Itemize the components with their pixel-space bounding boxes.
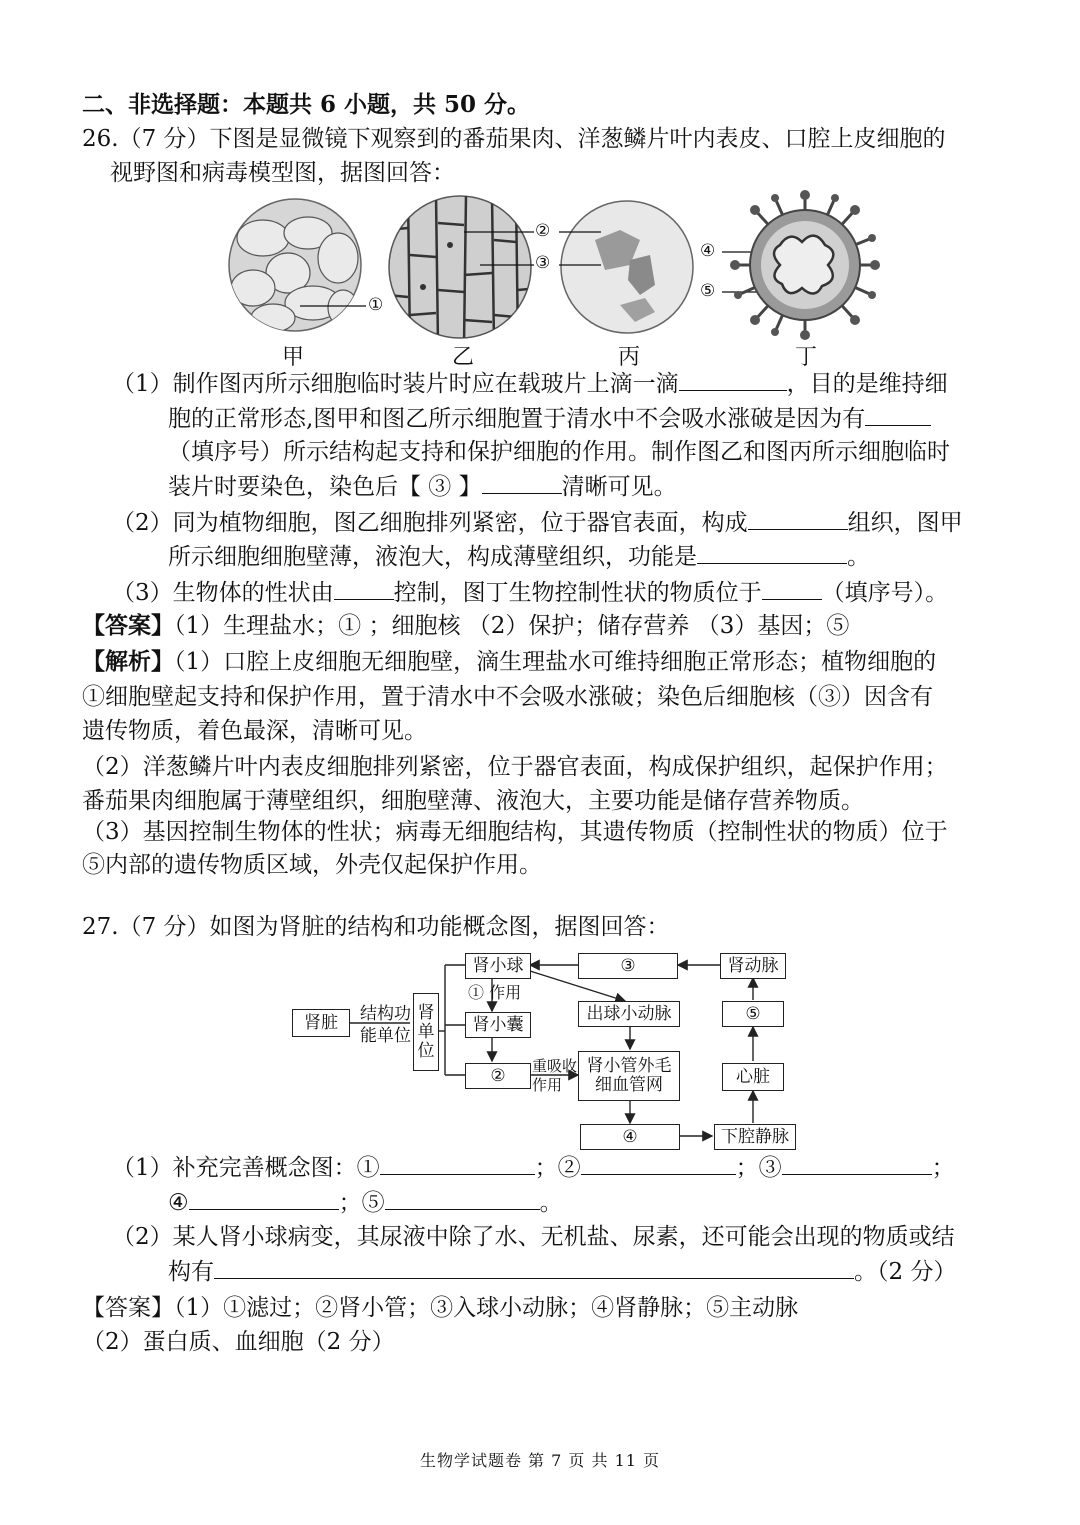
q26-explanation-line1 [82,647,936,677]
caption-yi: 乙 [452,345,475,370]
q26-p2-text-b: 组织，图甲 [847,510,963,536]
blank-1[interactable] [380,1152,535,1175]
page-footer: 生物学试题卷 第 7 页 共 11 页 [419,1451,661,1470]
box-peritubular-capillary [578,1051,680,1101]
box-glomerulus: 肾小球 [465,953,531,979]
q27-part1-line1 [112,1152,955,1183]
q26-part1-line3: （填序号）所示结构起支持和保护细胞的作用。制作图乙和图丙所示细胞临时 [168,439,950,465]
q27-p1-text-g: 。 [539,1190,563,1216]
nephron-char-1: 肾 [417,1002,435,1023]
label-reabsorb-1: 重吸收 [532,1057,578,1075]
q26-explanation-line5: 番茄果肉细胞属于薄壁组织，细胞壁薄、液泡大，主要功能是储存营养物质。 [82,788,864,814]
q27-p1-text-d: ； [931,1155,955,1181]
label-struct-unit-2: 能单位 [360,1026,411,1046]
q26-explanation-line2: ①细胞壁起支持和保护作用，置于清水中不会吸水涨破；染色后细胞核（③）因含有 [82,684,933,710]
q26-p3-text-b: 控制，图丁生物控制性状的物质位于 [393,580,762,606]
q26-p1-text-b: ，目的是维持细 [786,371,948,397]
q26-p1-text-e: 装片时要染色，染色后【 ③ 】 [168,474,482,500]
marker-3: ③ [535,253,551,273]
blank-gene[interactable] [334,577,394,600]
blank-2[interactable] [581,1152,736,1175]
q26-part1-line2 [168,403,931,434]
q27-p1-text-c: ；③ [735,1155,782,1181]
q26-p1-text-f: 清晰可见。 [561,474,677,500]
nephron-char-3: 位 [417,1040,435,1061]
q26-explanation-line4: （2）洋葱鳞片叶内表皮细胞排列紧密，位于器官表面，构成保护组织，起保护作用； [82,754,948,780]
caption-bing: 丙 [618,345,641,370]
blank-3[interactable] [782,1152,932,1175]
q27-stem: 27.（7 分）如图为肾脏的结构和功能概念图，据图回答： [82,914,670,940]
box-m4: ④ [580,1124,680,1150]
q26-explanation-line6: （3）基因控制生物体的性状；病毒无细胞结构，其遗传物质（控制性状的物质）位于 [82,819,948,845]
answer-tag: 【答案】 [82,612,174,639]
q26-part2-line1 [112,507,963,538]
explanation-text-1: （1）口腔上皮细胞无细胞壁，滴生理盐水可维持细胞正常形态；植物细胞的 [174,649,937,675]
box-ivc: 下腔静脉 [714,1124,796,1150]
blank-nucleus[interactable] [482,471,562,494]
blank-4[interactable] [189,1187,339,1210]
box-m5: ⑤ [722,1001,784,1027]
q26-p2-text-c: 所示细胞细胞壁薄，液泡大，构成薄壁组织，功能是 [168,544,697,570]
blank-substances[interactable] [214,1256,854,1279]
label-reabsorb-2: 作用 [532,1076,563,1094]
q26-answer [82,611,849,641]
explanation-tag: 【解析】 [82,648,174,675]
q26-explanation-line7: ⑤内部的遗传物质区域，外壳仅起保护作用。 [82,852,542,878]
caption-jia: 甲 [282,345,305,370]
q27-part2-line1: （2）某人肾小球病变，其尿液中除了水、无机盐、尿素，还可能会出现的物质或结 [112,1224,955,1250]
box-renal-artery: 肾动脉 [720,953,786,979]
box-nephron [413,993,439,1071]
q27-p1-text-b: ；② [534,1155,581,1181]
q26-stem-line2: 视野图和病毒模型图，据图回答： [110,160,455,186]
q27-part1-line2 [168,1187,563,1218]
caption-ding: 丁 [795,345,818,370]
q27-p2-text-c: 。（2 分） [854,1259,957,1285]
virus-model-image [730,190,880,340]
capillary-line-2: 细血管网 [595,1075,663,1095]
blank-saline[interactable] [679,368,787,391]
q26-p2-text-a: （2）同为植物细胞，图乙细胞排列紧密，位于器官表面，构成 [112,510,748,536]
marker-4: ④ [700,241,716,261]
answer-text: （1）生理盐水；① ；细胞核 （2）保护；储存营养 （3）基因；⑤ [174,613,850,639]
q26-part1-line4 [168,471,677,502]
kidney-concept-diagram [280,945,820,1155]
box-capsule: 肾小囊 [465,1012,531,1038]
q26-figure [220,190,900,370]
blank-structure-number[interactable] [865,403,931,426]
q27-part2-line2 [168,1256,956,1287]
marker-5: ⑤ [700,281,716,301]
q26-part3 [112,577,948,608]
label-m1-action: ① 作用 [468,983,522,1002]
section-title: 二、非选择题：本题共 6 小题，共 50 分。 [82,91,531,118]
q27-answer-line2: （2）蛋白质、血细胞（2 分） [82,1329,395,1355]
q26-p3-text-a: （3）生物体的性状由 [112,580,334,606]
q26-p1-text-a: （1）制作图丙所示细胞临时装片时应在载玻片上滴一滴 [112,371,679,397]
box-m2: ② [465,1063,531,1089]
box-kidney: 肾脏 [292,1009,350,1037]
q26-part2-line2 [168,541,870,572]
box-heart: 心脏 [722,1063,784,1091]
blank-location[interactable] [762,577,822,600]
nephron-char-2: 单 [417,1021,435,1042]
blank-function[interactable] [697,541,847,564]
q27-p1-text-e: ④ [168,1190,189,1216]
label-struct-unit-1: 结构功 [360,1004,411,1024]
q27-p2-text-b: 构有 [168,1259,214,1285]
q26-part1-line1 [112,368,948,399]
q27-answer-line1: 【答案】（1）①滤过；②肾小管；③入球小动脉；④肾静脉；⑤主动脉 [82,1295,799,1321]
q26-p3-text-c: （填序号）。 [821,580,949,606]
q26-explanation-line3: 遗传物质，着色最深，清晰可见。 [82,718,427,744]
blank-tissue[interactable] [748,507,848,530]
q26-stem-line1: 26.（7 分）下图是显微镜下观察到的番茄果肉、洋葱鳞片叶内表皮、口腔上皮细胞的 [82,126,946,152]
q27-p1-text-f: ；⑤ [338,1190,385,1216]
marker-1: ① [368,295,384,315]
box-efferent-arteriole: 出球小动脉 [578,1001,680,1027]
blank-5[interactable] [385,1187,540,1210]
q27-p1-text-a: （1）补充完善概念图：① [112,1155,380,1181]
marker-2: ② [535,221,551,241]
q26-p1-text-c: 胞的正常形态,图甲和图乙所示细胞置于清水中不会吸水涨破是因为有 [168,406,866,432]
capillary-line-1: 肾小管外毛 [586,1056,672,1076]
box-m3: ③ [578,953,678,979]
q26-p2-text-d: 。 [847,544,870,570]
